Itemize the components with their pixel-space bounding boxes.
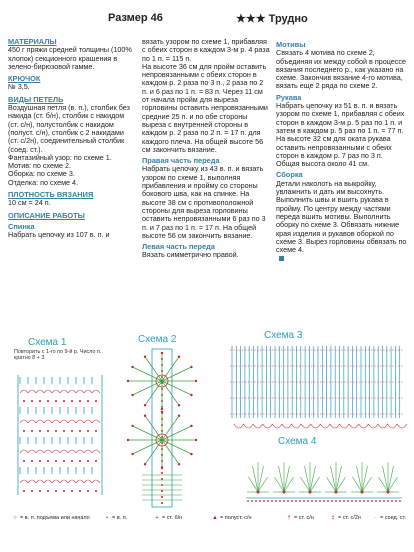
paragraph: Набрать цепочку из 107 в. п. и (8, 230, 110, 240)
legend-symbol: ‡ (331, 515, 335, 521)
legend-item (328, 515, 361, 521)
section-heading: ВИДЫ ПЕТЕЛЬ (8, 94, 64, 104)
paragraph: Оборка: по схеме 3. (8, 169, 75, 179)
legend-symbol: ▲ (212, 515, 218, 521)
scheme3-diagram (228, 340, 408, 435)
scheme2-diagram (112, 345, 212, 510)
paragraph: Мотив: по схеме 2. (8, 161, 71, 171)
subsection-heading: Сборка (276, 170, 303, 180)
paragraph: Отделка: по схеме 4. (8, 177, 79, 187)
paragraph: Детали наколоть на выкройку, увлажнить и дать им высохнуть. Выполнить швы и вшить рукава в пройму. По центру между частями переда вшить мотивы. Выполнить оборку по схеме 3. Обвязать нижние края изделия и рукавов оборкой по схеме 3. Вырез горловины обвязать по схеме 4. (276, 178, 407, 255)
legend-label: = в. п. (112, 515, 128, 521)
scheme1-title: Схема 1 (28, 337, 67, 348)
paragraph: Набрать цепочку из 51 в. п. и вязать узором по схеме 1, прибавляя с обеих сторон в каждом 3-м р. 5 раз по 1 п. и затем в каждом р. 5 раз по 1 п. = 77 п. (276, 101, 405, 135)
section-heading: ПЛОТНОСТЬ ВЯЗАНИЯ (8, 190, 94, 200)
legend-label: = ст. с/н (294, 515, 314, 521)
column-instructions (142, 38, 270, 260)
legend-item (152, 515, 182, 521)
legend-symbol: ○ (13, 515, 17, 521)
subsection-heading: Спинка (8, 221, 35, 231)
paragraph: № 3,5. (8, 82, 30, 92)
legend-label: = ст. с/2н (338, 515, 361, 521)
scheme3-title: Схема 3 (264, 330, 303, 341)
paragraph: 10 см = 24 п. (8, 198, 51, 208)
scheme4-title: Схема 4 (278, 436, 317, 447)
scheme2-title: Схема 2 (138, 334, 177, 345)
column-materials (8, 38, 136, 240)
paragraph: вязать узором по схеме 1, прибавляя с обеих сторон в каждом 3-м р. 4 раза по 1 п. = 115 п. (142, 37, 270, 63)
subsection-heading: Левая часть переда (142, 242, 215, 252)
legend-label: = в. п. подъема или начало (20, 515, 90, 521)
section-heading: МАТЕРИАЛЫ (8, 37, 57, 46)
paragraph: Фантазийный узор: по схеме 1. (8, 152, 112, 162)
paragraph: На высоте 36 см для пройм оставить непровязанными с обеих сторон в каждом р. 2 раза по 3 п., 2 раза по 2 п. и 6 раз по 1 п. = 83 п. Через 11 см от начала пройм для выреза горловины оставить непровязанными средние 25 п. и по обе стороны выреза с внутренней стороны в каждом р. 2 раза по 2 п. = 17 п. для каждого плеча. На общей высоте 56 см закончить вязание. (142, 61, 268, 154)
legend-symbol: ∙ (374, 515, 376, 521)
legend-label: = соед. ст. (380, 515, 407, 521)
column-assembly (276, 38, 408, 263)
legend-label: = ст. б/н (162, 515, 183, 521)
legend-label: = полуст. с/н (220, 515, 252, 521)
paragraph: Вязать симметрично правой. (142, 250, 239, 260)
paragraph: На высоте 32 см для оката рукава оставить непровязанными с обеих сторон в каждом р. 7 раз по 3 п. Общая высота около 41 см. (276, 134, 392, 169)
section-heading: КРЮЧОК (8, 74, 41, 84)
legend-symbol: + (155, 515, 159, 521)
subsection-heading: Мотивы (276, 40, 306, 49)
legend-item (284, 515, 314, 521)
legend-item (102, 515, 127, 521)
paragraph: 450 г пряжи средней толщины (100% хлопок) секционного крашения в зелено-бирюзовой гамме. (8, 45, 132, 71)
difficulty-heading: ★★★ Трудно (236, 13, 308, 25)
legend-symbol: • (106, 515, 108, 521)
legend-item (10, 515, 90, 521)
symbol-legend (10, 511, 410, 551)
end-square-icon (279, 256, 284, 261)
subsection-heading: Правая часть переда (142, 156, 220, 166)
section-heading: ОПИСАНИЕ РАБОТЫ (8, 210, 85, 220)
paragraph: Воздушная петля (в. п.), столбик без накида (ст. б/н), столбик с накидом (ст. с/н), полустолбик с накидом (полуст. с/н), столбик с 2 накидами (ст. с/2н), соединительный столбик (соед. ст.). (8, 103, 130, 154)
scheme1-note: Повторить с 1-го по 9-й р. Число п. кратно 8 + 3 (14, 349, 102, 361)
subsection-heading: Рукава (276, 92, 302, 102)
legend-item (210, 515, 252, 521)
legend-symbol: † (287, 515, 291, 521)
scheme4-diagram (244, 448, 404, 506)
legend-item (370, 515, 406, 521)
scheme1-diagram (10, 365, 110, 505)
paragraph: Набрать цепочку из 43 в. п. и вязать узором по схеме 1, выполняя прибавления и пройму со стороны бокового шва, как на спинке. На высоте 38 см с противоположной стороны для выреза горловины оставить непровязанными 6 раз по 3 п. и 7 раз по 1 п. = 17 п. На общей высоте 56 см закончить вязание. (142, 164, 266, 240)
size-heading: Размер 46 (108, 12, 163, 24)
paragraph: Связать 4 мотива по схеме 2, объединяя их между собой в процессе вязания последнего р., как указано на схеме. Закончив вязание 4-го мотива, вязать еще 2 ряда по схеме 2. (276, 48, 406, 91)
